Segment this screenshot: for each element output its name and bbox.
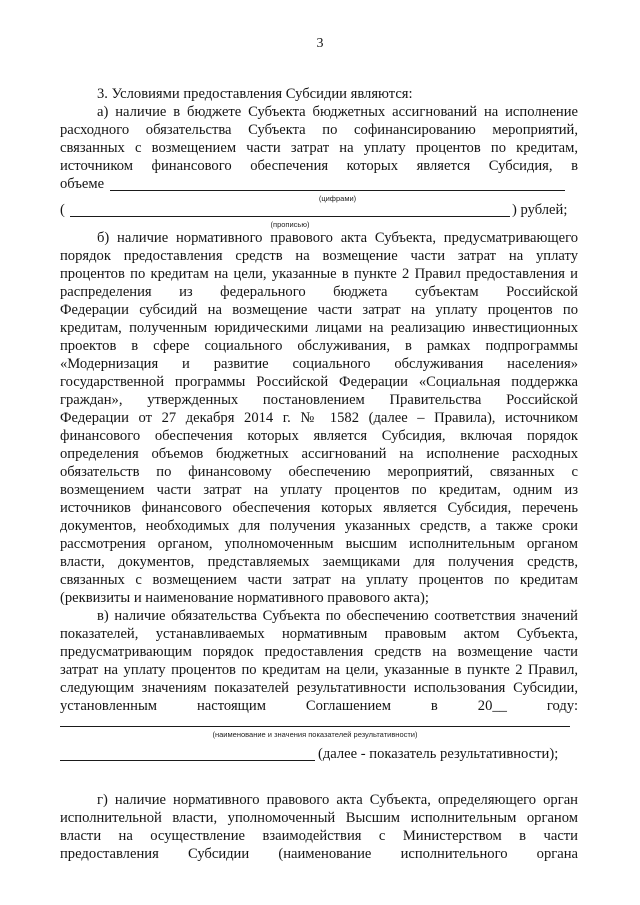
item-a-line: расходного обязательства Субъекта по софинансированию мероприятий, bbox=[60, 122, 578, 138]
item-c-line: предусматривающим порядок предоставления средств на возмещение части bbox=[60, 644, 578, 660]
indicators-line bbox=[60, 726, 570, 727]
item-b-line: связанных с возмещением части затрат на уплату процентов по кредитам bbox=[60, 572, 578, 588]
item-b-line: «Модернизация и развитие социального обслуживания населения» bbox=[60, 356, 578, 372]
clause-3-heading: 3. Условиями предоставления Субсидии являются: bbox=[97, 86, 413, 102]
item-c-line: следующим значениям показателей результативности использования Субсидии, bbox=[60, 680, 578, 696]
item-c-line: затрат на уплату процентов по кредитам на цели, указанные в пункте 2 Правил, bbox=[60, 662, 578, 678]
item-b-line: Федерации субсидий на возмещение части затрат на уплату процентов по bbox=[60, 302, 578, 318]
item-c-line: в) наличие обязательства Субъекта по обеспечению соответствия значений bbox=[97, 608, 578, 624]
item-b-line: финансового обеспечения которых является Субсидия, включая порядок bbox=[60, 428, 578, 444]
item-b-line: порядок предоставления средств на возмещение части затрат на уплату bbox=[60, 248, 578, 264]
item-b-line: граждан», утвержденных постановлением Правительства Российской bbox=[60, 392, 578, 408]
item-b-line: (реквизиты и наименование нормативного правового акта); bbox=[60, 590, 429, 606]
caption-digits: (цифрами) bbox=[318, 194, 357, 203]
item-b-line: документов, необходимых для получения указанных средств, а также сроки bbox=[60, 518, 578, 534]
item-b-line: власти, документов, представляемых заемщиками для получения средств, bbox=[60, 554, 578, 570]
caption-indicators: (наименование и значения показателей результативности) bbox=[212, 730, 418, 739]
item-b-line: рассмотрения органом, уполномоченным высшим исполнительным органом bbox=[60, 536, 578, 552]
item-b-line: распределения из федерального бюджета субъектам Российской bbox=[60, 284, 578, 300]
item-b-line: источников финансового обеспечения которых является Субсидия, перечень bbox=[60, 500, 578, 516]
rubles-suffix: ) рублей; bbox=[512, 202, 568, 218]
amount-words-line bbox=[70, 216, 510, 217]
amount-words-open-paren: ( bbox=[60, 202, 65, 218]
item-b-line: определения объемов бюджетных ассигнований на исполнение расходных bbox=[60, 446, 578, 462]
item-b-line: кредитам, полученным юридическими лицами на реализацию инвестиционных bbox=[60, 320, 578, 336]
item-d-line: предоставления Субсидии (наименование исполнительного органа bbox=[60, 846, 578, 862]
item-b-line: проектов в сфере социального обслуживания, в рамках подпрограммы bbox=[60, 338, 578, 354]
indicator-suffix: (далее - показатель результативности); bbox=[318, 746, 559, 762]
caption-words: (прописью) bbox=[270, 220, 310, 229]
item-b-line: Федерации от 27 декабря 2014 г. № 1582 (далее – Правила), источником bbox=[60, 410, 578, 426]
item-a-line: объеме bbox=[60, 176, 105, 192]
item-d-line: г) наличие нормативного правового акта Субъекта, определяющего орган bbox=[97, 792, 578, 808]
indicators-continuation-line bbox=[60, 760, 315, 761]
item-d-line: власти на осуществление взаимодействия с Министерством в части bbox=[60, 828, 578, 844]
item-a-line: а) наличие в бюджете Субъекта бюджетных ассигнований на исполнение bbox=[97, 104, 578, 120]
item-b-line: возмещением части затрат на уплату процентов по кредитам, одним из bbox=[60, 482, 578, 498]
item-b-line: обязательств по финансовому обеспечению мероприятий, связанных с bbox=[60, 464, 578, 480]
amount-digits-line bbox=[110, 190, 565, 191]
item-a-line: источником финансового обеспечения которых является Субсидия, в bbox=[60, 158, 578, 174]
item-a-line: связанных с возмещением части затрат на уплату процентов по кредитам, bbox=[60, 140, 578, 156]
item-c-line: показателей, устанавливаемых нормативным правовым актом Субъекта, bbox=[60, 626, 578, 642]
page-number: 3 bbox=[316, 36, 324, 51]
item-b-line: государственной программы Российской Федерации «Социальная поддержка bbox=[60, 374, 578, 390]
item-d-line: исполнительной власти, уполномоченный Высшим исполнительным органом bbox=[60, 810, 578, 826]
item-c-line: установленным настоящим Соглашением в 20__ году: bbox=[60, 698, 578, 714]
item-b-line: процентов по кредитам на цели, указанные в пункте 2 Правил предоставления и bbox=[60, 266, 578, 282]
item-b-line: б) наличие нормативного правового акта Субъекта, предусматривающего bbox=[97, 230, 578, 246]
